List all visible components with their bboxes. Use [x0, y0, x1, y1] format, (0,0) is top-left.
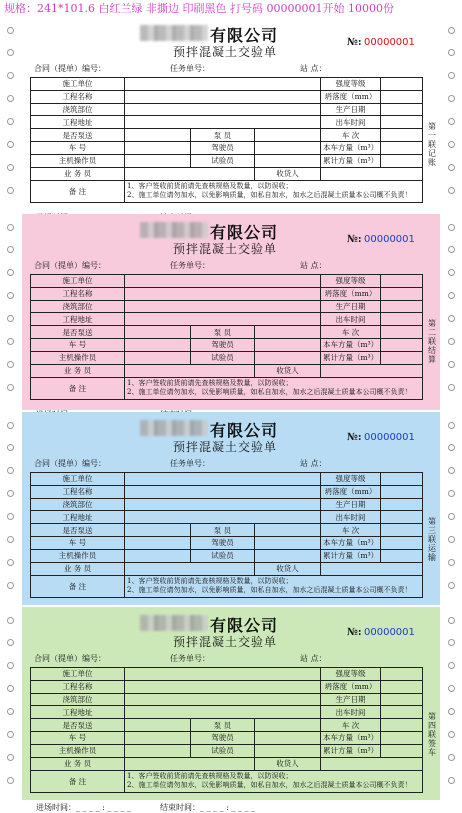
- cell-label: 备 注: [31, 180, 125, 203]
- cell-value: [381, 90, 423, 103]
- contract-label: 合同（提单）编号：: [34, 261, 106, 270]
- cell-label: 收货人: [255, 562, 321, 575]
- cell-label: 备 注: [31, 575, 125, 598]
- cell-label: 业 务 员: [31, 167, 125, 180]
- end-time: 结束时间：_ _ _ _ : _ _ _ _: [160, 803, 256, 812]
- feed-hole: [448, 708, 455, 715]
- cell-value: [125, 275, 321, 288]
- cell-label: 主机操作员: [31, 154, 125, 167]
- cell-label: 工程地址: [31, 313, 125, 326]
- feed-hole: [448, 338, 455, 345]
- cell-value: [255, 129, 321, 142]
- cell-label: 备 注: [31, 377, 125, 400]
- cell-label: 生产日期: [321, 693, 381, 706]
- form-title: 预拌混凝土交验单: [173, 45, 278, 59]
- cell-label: 强度等级: [321, 473, 381, 486]
- cell-value: [255, 549, 321, 562]
- cell-label: 主机操作员: [31, 549, 125, 562]
- serial-number: 00000001: [364, 432, 415, 443]
- cell-value: [125, 524, 191, 537]
- note-line: 1、客户签收前货前请先查核规格及数量，以防误收；: [127, 379, 293, 388]
- cell-label: 出车时间: [321, 706, 381, 719]
- feed-hole: [7, 141, 14, 148]
- cell-label: 车 号: [31, 732, 125, 745]
- entry-time: 进场时间：_ _ _ _ : _ _ _ _: [36, 803, 132, 812]
- serial-label: №:: [347, 37, 362, 48]
- cell-label: 工程名称: [31, 90, 125, 103]
- cell-value: [381, 668, 423, 681]
- form-copy-2: [0, 214, 462, 410]
- cell-value: [125, 339, 191, 352]
- feed-hole: [448, 246, 455, 253]
- cell-value: [381, 537, 423, 550]
- feed-hole: [448, 269, 455, 276]
- serial-label: №:: [347, 234, 362, 245]
- cell-value: [321, 757, 423, 770]
- cell-value: [255, 719, 321, 732]
- feed-hole: [448, 536, 455, 543]
- serial-number: 00000001: [364, 234, 415, 245]
- cell-value: [381, 524, 423, 537]
- cell-label: 浇筑部位: [31, 103, 125, 116]
- sprocket-strip-left: [0, 214, 22, 410]
- sprocket-strip-right: [440, 17, 462, 213]
- sprocket-strip-right: [440, 412, 462, 605]
- cell-label: 本车方量（m³）: [321, 732, 381, 745]
- cell-label: 强度等级: [321, 78, 381, 91]
- cell-value: [125, 351, 191, 364]
- cell-value: [125, 116, 321, 129]
- form-table: [30, 77, 423, 203]
- cell-label: 车 号: [31, 339, 125, 352]
- feed-hole: [448, 224, 455, 231]
- feed-hole: [7, 731, 14, 738]
- cell-value: [125, 167, 255, 180]
- cell-label: 坍落度（mm）: [321, 287, 381, 300]
- feed-hole: [7, 582, 14, 589]
- form-copy-1: [0, 17, 462, 213]
- cell-value: [321, 167, 423, 180]
- cell-label: 泵 员: [191, 524, 255, 537]
- cell-label: 出车时间: [321, 313, 381, 326]
- task-label: 任务单号：: [170, 64, 210, 73]
- blurred-company-name: [140, 420, 208, 436]
- cell-value: [125, 668, 321, 681]
- cell-value: [125, 90, 321, 103]
- cell-label: 累计方量（m³）: [321, 744, 381, 757]
- cell-value: [255, 142, 321, 155]
- cell-label: 泵 员: [191, 129, 255, 142]
- cell-value: [381, 275, 423, 288]
- note-line: 1、客户签收前货前请先查核规格及数量，以防误收；: [127, 772, 293, 781]
- feed-hole: [7, 754, 14, 761]
- feed-hole: [7, 118, 14, 125]
- cell-value: [381, 719, 423, 732]
- feed-hole: [7, 513, 14, 520]
- feed-hole: [448, 422, 455, 429]
- cell-value: [381, 485, 423, 498]
- cell-label: 车 次: [321, 719, 381, 732]
- feed-hole: [7, 187, 14, 194]
- cell-label: 车 次: [321, 129, 381, 142]
- cell-label: 本车方量（m³）: [321, 537, 381, 550]
- blurred-company-name: [140, 615, 208, 631]
- form-title: 预拌混凝土交验单: [173, 440, 278, 454]
- contract-label: 合同（提单）编号：: [34, 654, 106, 663]
- cell-value: [125, 757, 255, 770]
- cell-value: [381, 326, 423, 339]
- feed-hole: [7, 338, 14, 345]
- feed-hole: [448, 292, 455, 299]
- cell-label: 收货人: [255, 757, 321, 770]
- cell-value: [255, 351, 321, 364]
- cell-label: 坍落度（mm）: [321, 90, 381, 103]
- feed-hole: [7, 246, 14, 253]
- feed-hole: [7, 639, 14, 646]
- cell-value: [381, 103, 423, 116]
- cell-label: 试验员: [191, 549, 255, 562]
- cell-label: 试验员: [191, 351, 255, 364]
- note-line: 2、施工单位请勿加水，以免影响质量，如私自加水，加水之后混凝土质量本公司概不负责！: [127, 388, 412, 397]
- cell-label: 工程名称: [31, 680, 125, 693]
- cell-value: [381, 511, 423, 524]
- feed-hole: [448, 777, 455, 784]
- sprocket-strip-left: [0, 412, 22, 605]
- feed-hole: [448, 95, 455, 102]
- blurred-company-name: [140, 25, 208, 41]
- cell-value: [255, 524, 321, 537]
- cell-value: [381, 473, 423, 486]
- spec-line: 规格：241*101.6 白红兰绿 非撕边 印刷黑色 打号码 00000001开始 10000份: [4, 2, 394, 15]
- cell-label: 工程地址: [31, 511, 125, 524]
- cell-value: [381, 313, 423, 326]
- cell-value: [381, 693, 423, 706]
- cell-label: 生产日期: [321, 300, 381, 313]
- cell-value: [381, 129, 423, 142]
- cell-value: [125, 78, 321, 91]
- note-line: 1、客户签收前货前请先查核规格及数量，以防误收；: [127, 577, 293, 586]
- cell-label: 强度等级: [321, 275, 381, 288]
- site-label: 站 点：: [300, 459, 327, 468]
- feed-hole: [7, 685, 14, 692]
- feed-hole: [7, 708, 14, 715]
- cell-label: 主机操作员: [31, 351, 125, 364]
- cell-value: [381, 154, 423, 167]
- cell-label: 累计方量（m³）: [321, 154, 381, 167]
- site-label: 站 点：: [300, 654, 327, 663]
- form-title: 预拌混凝土交验单: [173, 635, 278, 649]
- task-label: 任务单号：: [170, 459, 210, 468]
- cell-label: 是否泵送: [31, 129, 125, 142]
- feed-hole: [7, 490, 14, 497]
- feed-hole: [448, 164, 455, 171]
- cell-label: 工程名称: [31, 287, 125, 300]
- cell-value: [255, 744, 321, 757]
- contract-label: 合同（提单）编号：: [34, 64, 106, 73]
- cell-label: 收货人: [255, 167, 321, 180]
- notes-text: [125, 377, 423, 400]
- cell-label: 工程地址: [31, 706, 125, 719]
- site-label: 站 点：: [300, 64, 327, 73]
- contract-label: 合同（提单）编号：: [34, 459, 106, 468]
- cell-label: 试验员: [191, 744, 255, 757]
- cell-label: 驾驶员: [191, 537, 255, 550]
- cell-label: 车 号: [31, 537, 125, 550]
- cell-value: [381, 744, 423, 757]
- feed-hole: [7, 422, 14, 429]
- form-copy-4: [0, 607, 462, 812]
- cell-label: 累计方量（m³）: [321, 549, 381, 562]
- cell-value: [321, 364, 423, 377]
- feed-hole: [448, 49, 455, 56]
- cell-value: [381, 339, 423, 352]
- cell-label: 驾驶员: [191, 142, 255, 155]
- feed-hole: [448, 72, 455, 79]
- feed-hole: [448, 118, 455, 125]
- cell-label: 是否泵送: [31, 524, 125, 537]
- form-copy-3: [0, 412, 462, 605]
- serial-number: 00000001: [364, 627, 415, 638]
- feed-hole: [7, 662, 14, 669]
- cell-label: 泵 员: [191, 326, 255, 339]
- cell-label: 浇筑部位: [31, 300, 125, 313]
- feed-hole: [7, 617, 14, 624]
- cell-label: 本车方量（m³）: [321, 142, 381, 155]
- cell-value: [125, 744, 191, 757]
- feed-hole: [7, 536, 14, 543]
- cell-label: 业 务 员: [31, 562, 125, 575]
- cell-label: 是否泵送: [31, 326, 125, 339]
- blurred-company-name: [140, 222, 208, 238]
- feed-hole: [448, 662, 455, 669]
- feed-hole: [448, 731, 455, 738]
- cell-value: [125, 364, 255, 377]
- note-line: 1、客户签收前货前请先查核规格及数量，以防误收；: [127, 182, 293, 191]
- cell-value: [125, 473, 321, 486]
- cell-value: [125, 732, 191, 745]
- cell-value: [125, 154, 191, 167]
- feed-hole: [448, 444, 455, 451]
- feed-hole: [7, 224, 14, 231]
- cell-value: [381, 116, 423, 129]
- feed-hole: [448, 513, 455, 520]
- feed-hole: [7, 384, 14, 391]
- serial-label: №:: [347, 627, 362, 638]
- cell-label: 工程地址: [31, 116, 125, 129]
- cell-value: [381, 300, 423, 313]
- cell-value: [125, 300, 321, 313]
- cell-value: [125, 287, 321, 300]
- notes-text: [125, 180, 423, 203]
- cell-value: [125, 680, 321, 693]
- cell-value: [321, 562, 423, 575]
- feed-hole: [448, 467, 455, 474]
- cell-label: 施工单位: [31, 473, 125, 486]
- cell-label: 出车时间: [321, 511, 381, 524]
- feed-hole: [7, 49, 14, 56]
- feed-hole: [7, 95, 14, 102]
- cell-value: [125, 706, 321, 719]
- feed-hole: [448, 617, 455, 624]
- feed-hole: [448, 754, 455, 761]
- form-table: [30, 667, 423, 793]
- cell-label: 施工单位: [31, 275, 125, 288]
- cell-label: 出车时间: [321, 116, 381, 129]
- feed-hole: [448, 490, 455, 497]
- feed-hole: [448, 639, 455, 646]
- feed-hole: [7, 27, 14, 34]
- copy-label: 第四联 签车: [428, 712, 436, 757]
- cell-value: [381, 732, 423, 745]
- cell-value: [125, 103, 321, 116]
- cell-label: 驾驶员: [191, 732, 255, 745]
- cell-label: 生产日期: [321, 103, 381, 116]
- cell-value: [125, 326, 191, 339]
- cell-value: [381, 680, 423, 693]
- task-label: 任务单号：: [170, 261, 210, 270]
- note-line: 2、施工单位请勿加水，以免影响质量，如私自加水，加水之后混凝土质量本公司概不负责！: [127, 191, 412, 200]
- company-name: 有限公司: [210, 616, 279, 635]
- cell-value: [125, 562, 255, 575]
- cell-label: 浇筑部位: [31, 498, 125, 511]
- cell-value: [125, 537, 191, 550]
- cell-value: [381, 287, 423, 300]
- cell-label: 收货人: [255, 364, 321, 377]
- cell-label: 车 号: [31, 142, 125, 155]
- sprocket-strip-left: [0, 17, 22, 213]
- cell-label: 工程名称: [31, 485, 125, 498]
- cell-value: [255, 537, 321, 550]
- serial-label: №:: [347, 432, 362, 443]
- cell-label: 泵 员: [191, 719, 255, 732]
- cell-value: [125, 485, 321, 498]
- copy-label: 第三联 运输: [428, 517, 436, 562]
- cell-value: [381, 78, 423, 91]
- copy-label: 第二联 结算: [428, 319, 436, 364]
- company-name: 有限公司: [210, 421, 279, 440]
- cell-label: 主机操作员: [31, 744, 125, 757]
- feed-hole: [7, 292, 14, 299]
- form-table: [30, 472, 423, 598]
- cell-value: [125, 313, 321, 326]
- company-name: 有限公司: [210, 26, 279, 45]
- feed-hole: [7, 444, 14, 451]
- notes-text: [125, 770, 423, 793]
- cell-value: [125, 719, 191, 732]
- cell-value: [381, 706, 423, 719]
- cell-label: 业 务 员: [31, 757, 125, 770]
- cell-label: 强度等级: [321, 668, 381, 681]
- sprocket-strip-left: [0, 607, 22, 800]
- cell-label: 坍落度（mm）: [321, 680, 381, 693]
- feed-hole: [7, 315, 14, 322]
- note-line: 2、施工单位请勿加水，以免影响质量，如私自加水，加水之后混凝土质量本公司概不负责！: [127, 586, 412, 595]
- cell-value: [125, 129, 191, 142]
- cell-value: [255, 326, 321, 339]
- cell-label: 试验员: [191, 154, 255, 167]
- cell-label: 本车方量（m³）: [321, 339, 381, 352]
- feed-hole: [448, 685, 455, 692]
- serial-number: 00000001: [364, 37, 415, 48]
- cell-label: 车 次: [321, 524, 381, 537]
- cell-value: [125, 142, 191, 155]
- cell-label: 累计方量（m³）: [321, 351, 381, 364]
- feed-hole: [448, 582, 455, 589]
- cell-label: 驾驶员: [191, 339, 255, 352]
- cell-value: [125, 498, 321, 511]
- task-label: 任务单号：: [170, 654, 210, 663]
- sprocket-strip-right: [440, 214, 462, 410]
- feed-hole: [7, 72, 14, 79]
- cell-value: [381, 351, 423, 364]
- feed-hole: [448, 315, 455, 322]
- feed-hole: [7, 164, 14, 171]
- cell-label: 施工单位: [31, 78, 125, 91]
- company-name: 有限公司: [210, 223, 279, 242]
- feed-hole: [7, 269, 14, 276]
- cell-label: 车 次: [321, 326, 381, 339]
- cell-value: [381, 142, 423, 155]
- feed-hole: [448, 384, 455, 391]
- feed-hole: [7, 559, 14, 566]
- cell-value: [255, 154, 321, 167]
- feed-hole: [7, 361, 14, 368]
- cell-label: 生产日期: [321, 498, 381, 511]
- cell-value: [125, 693, 321, 706]
- cell-value: [255, 339, 321, 352]
- note-line: 2、施工单位请勿加水，以免影响质量，如私自加水，加水之后混凝土质量本公司概不负责！: [127, 781, 412, 790]
- feed-hole: [448, 559, 455, 566]
- sprocket-strip-right: [440, 607, 462, 800]
- feed-hole: [448, 187, 455, 194]
- site-label: 站 点：: [300, 261, 327, 270]
- cell-label: 是否泵送: [31, 719, 125, 732]
- copy-label: 第一联 记账: [428, 122, 436, 167]
- notes-text: [125, 575, 423, 598]
- cell-label: 浇筑部位: [31, 693, 125, 706]
- feed-hole: [448, 27, 455, 34]
- cell-value: [255, 732, 321, 745]
- feed-hole: [7, 777, 14, 784]
- cell-value: [125, 549, 191, 562]
- feed-hole: [448, 361, 455, 368]
- cell-label: 坍落度（mm）: [321, 485, 381, 498]
- cell-label: 业 务 员: [31, 364, 125, 377]
- cell-label: 备 注: [31, 770, 125, 793]
- cell-value: [125, 511, 321, 524]
- feed-hole: [448, 141, 455, 148]
- feed-hole: [7, 467, 14, 474]
- form-table: [30, 274, 423, 400]
- cell-value: [381, 498, 423, 511]
- form-title: 预拌混凝土交验单: [173, 242, 278, 256]
- cell-label: 施工单位: [31, 668, 125, 681]
- cell-value: [381, 549, 423, 562]
